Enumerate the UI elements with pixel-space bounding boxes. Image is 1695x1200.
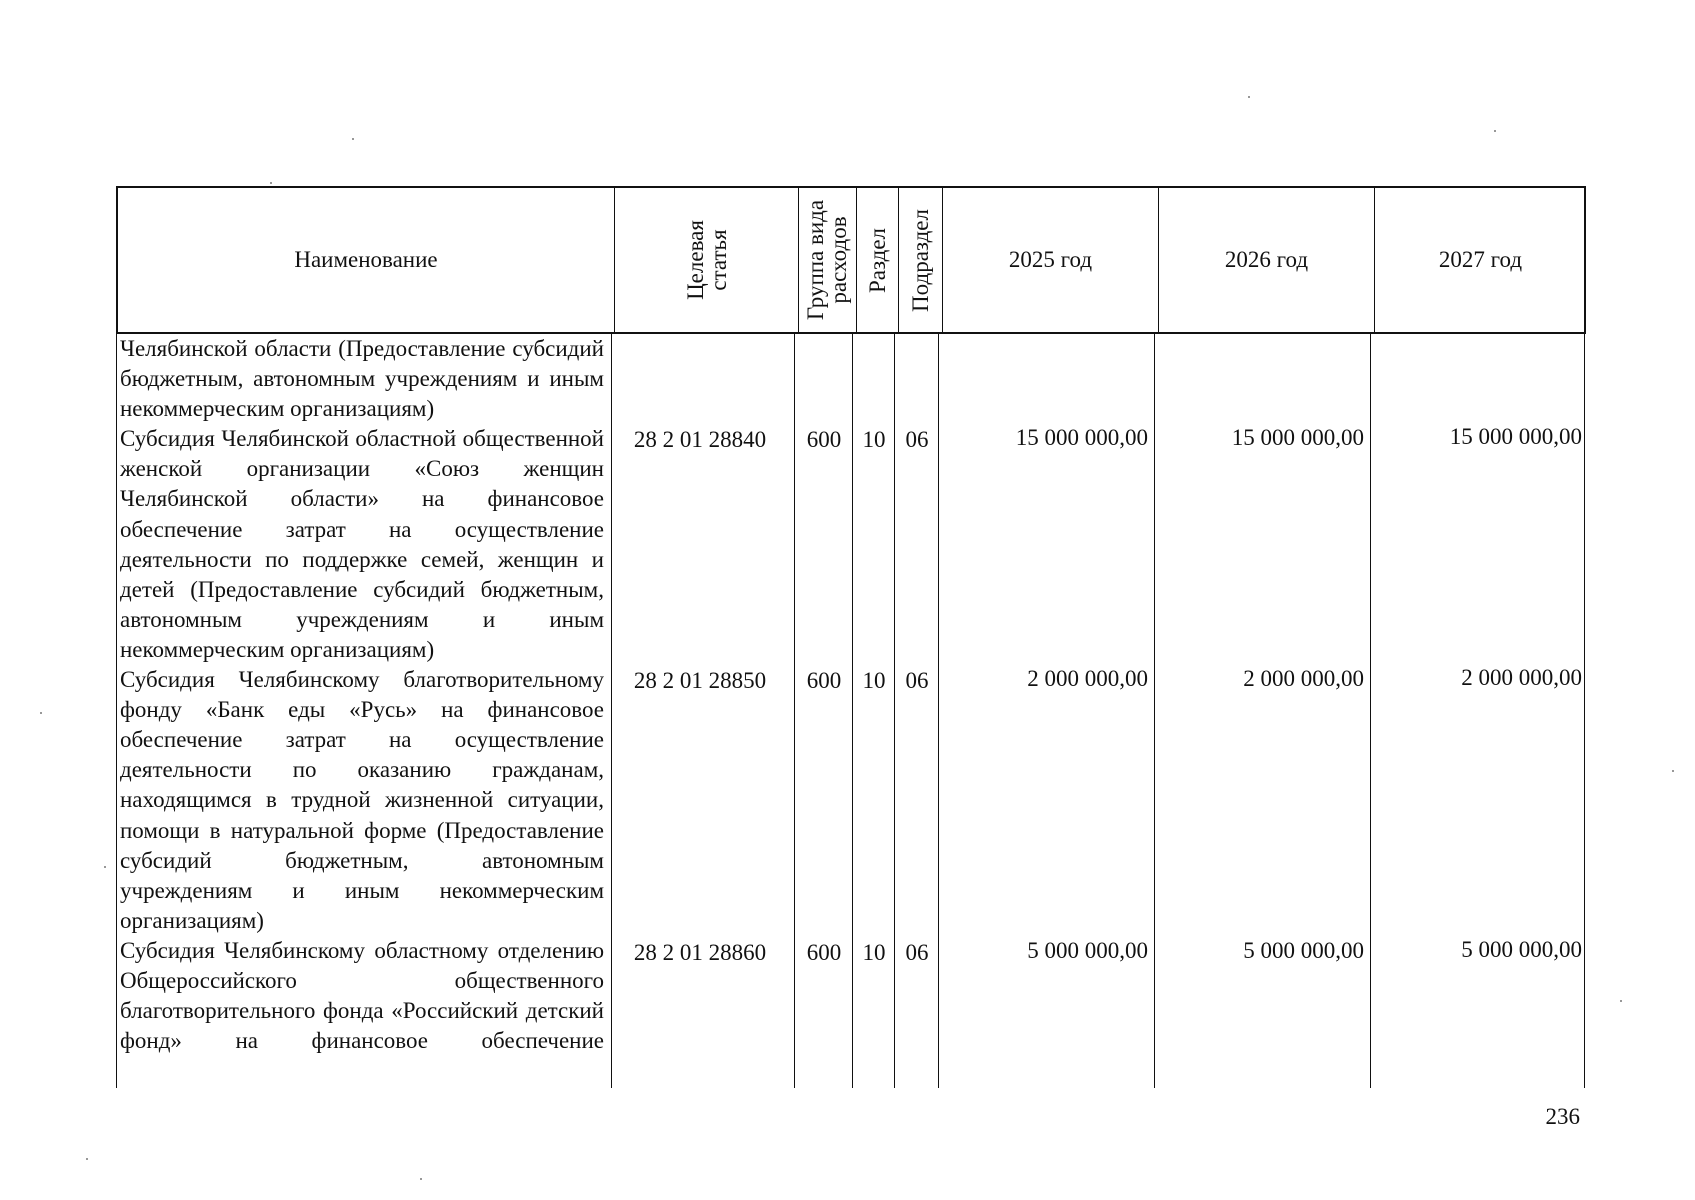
column-divider [116, 334, 117, 1088]
column-divider [1154, 334, 1155, 1088]
header-name-label: Наименование [294, 247, 438, 272]
header-section-label: Раздел [865, 227, 890, 293]
column-divider [611, 334, 612, 1088]
header-name [118, 188, 614, 332]
header-section [856, 188, 898, 332]
amount-2027-cell: 5 000 000,00 [1461, 937, 1582, 962]
amount-2026-cell: 2 000 000,00 [1243, 666, 1364, 691]
scan-speck [40, 712, 42, 714]
table-header [116, 186, 1586, 334]
scan-speck [352, 138, 354, 140]
header-expense-group-label [805, 200, 851, 320]
scan-speck [420, 1178, 422, 1180]
column-divider [894, 334, 895, 1088]
target-article-cell: 28 2 01 28840 [633, 427, 767, 452]
header-year-2027 [1374, 188, 1586, 332]
scan-speck [1248, 96, 1250, 98]
scan-speck [1620, 1000, 1622, 1002]
header-target-article [614, 188, 798, 332]
column-divider [938, 334, 939, 1088]
header-year-2025 [942, 188, 1158, 332]
expense-group-cell: 600 [806, 668, 842, 693]
name-column [120, 334, 604, 1056]
header-expense-group-line1: Группа вида [803, 199, 829, 321]
scan-speck [104, 866, 106, 868]
section-cell: 10 [862, 427, 886, 452]
scan-speck [270, 182, 272, 184]
amount-2025-cell: 5 000 000,00 [1027, 938, 1148, 963]
name-cell: Челябинской области (Предоставление субсидий бюджетным, автономным учреждениям и иным некоммерческим организациям) [120, 336, 604, 422]
amount-2026-cell: 15 000 000,00 [1231, 425, 1364, 450]
header-expense-group [798, 188, 856, 332]
subsection-cell: 06 [905, 427, 929, 452]
header-target-article-line2: статья [705, 229, 731, 291]
subsection-cell: 06 [905, 940, 929, 965]
target-article-cell: 28 2 01 28860 [633, 940, 767, 965]
header-subsection-label: Подраздел [908, 208, 934, 312]
amount-2027-cell: 15 000 000,00 [1449, 424, 1582, 449]
header-year-2025-label: 2025 год [1008, 247, 1093, 272]
target-article-cell: 28 2 01 28850 [633, 668, 767, 693]
name-cell: Субсидия Челябинскому областному отделению Общероссийского общественного благотворительного фонда «Российский детский фонд» на финансовое обеспечение [120, 937, 604, 1054]
column-divider [1584, 334, 1585, 1088]
header-expense-group-line2: расходов [826, 216, 852, 304]
header-subsection [898, 188, 942, 332]
name-cell: Субсидия Челябинской областной общественной женской организации «Союз женщин Челябинской области» на финансовое обеспечение затрат на осуществление деятельности по поддержке семей, женщин и детей (Предоставление субсидий бюджетным, автономным учреждениям и иным некоммерческим организациям) [120, 426, 604, 662]
header-target-article-label [683, 220, 729, 300]
amount-2026-cell: 5 000 000,00 [1243, 938, 1364, 963]
header-year-2026 [1158, 188, 1374, 332]
expense-group-cell: 600 [806, 427, 842, 452]
amount-2025-cell: 15 000 000,00 [1015, 425, 1148, 450]
amount-2025-cell: 2 000 000,00 [1027, 666, 1148, 691]
header-target-article-line1: Целевая [682, 220, 708, 300]
header-year-2027-label: 2027 год [1438, 247, 1523, 272]
column-divider [794, 334, 795, 1088]
amount-2027-cell: 2 000 000,00 [1461, 665, 1582, 690]
scan-speck [86, 1158, 88, 1160]
name-cell: Субсидия Челябинскому благотворительному фонду «Банк еды «Русь» на финансовое обеспечение затрат на осуществление деятельности по оказанию гражданам, находящимся в трудной жизненной ситуации, помощи в натуральной форме (Предоставление субсидий бюджетным, автономным учреждениям и иным некоммерческим организациям) [120, 667, 604, 933]
column-divider [1370, 334, 1371, 1088]
header-year-2026-label: 2026 год [1224, 247, 1309, 272]
section-cell: 10 [862, 940, 886, 965]
expense-group-cell: 600 [806, 940, 842, 965]
scan-speck [1494, 130, 1496, 132]
page-number: 236 [1545, 1104, 1580, 1129]
column-divider [852, 334, 853, 1088]
section-cell: 10 [862, 668, 886, 693]
subsection-cell: 06 [905, 668, 929, 693]
scan-speck [1672, 770, 1674, 772]
